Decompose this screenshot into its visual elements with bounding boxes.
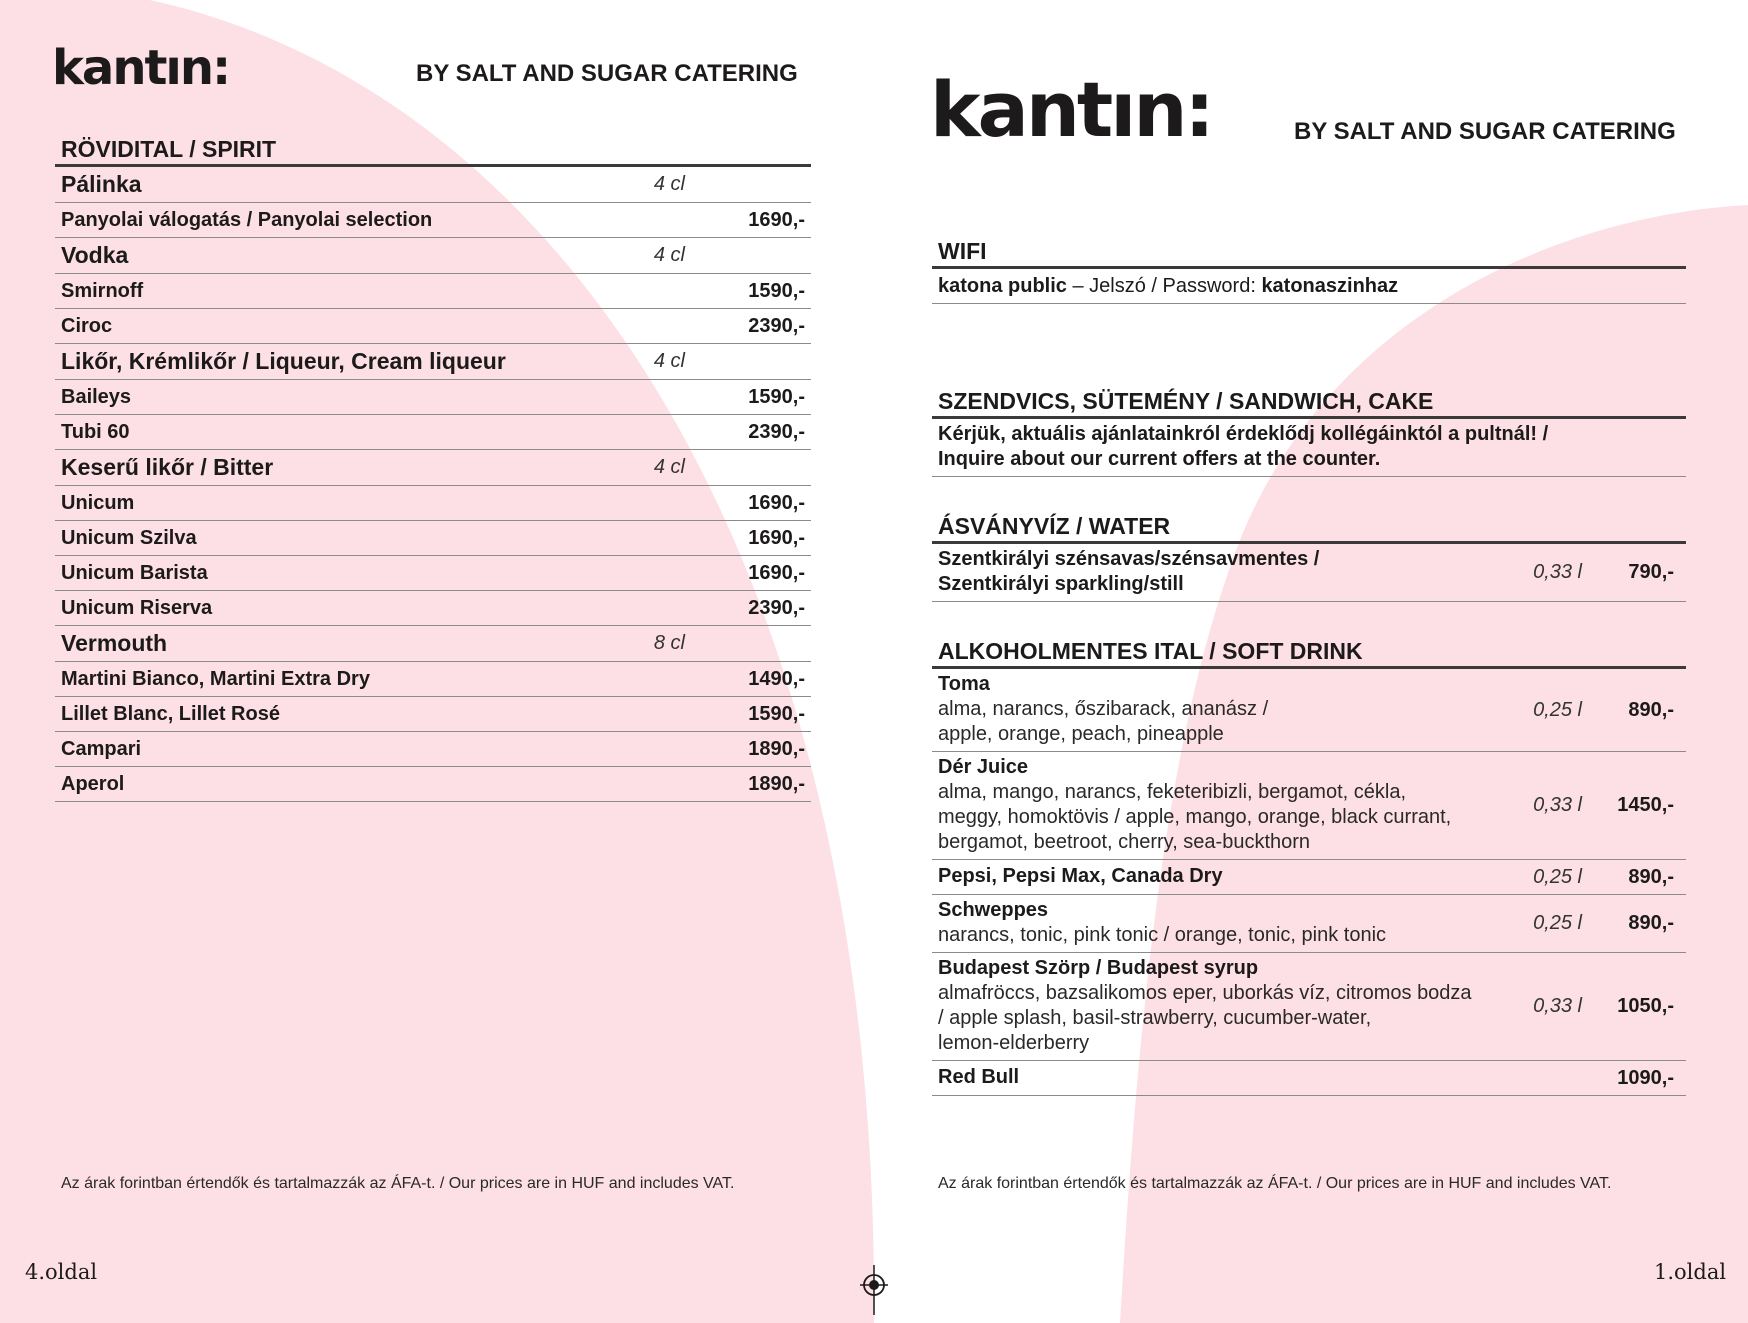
item-price: 1690,- bbox=[748, 491, 805, 514]
item-price: 890,- bbox=[1628, 698, 1674, 721]
registration-mark-icon bbox=[858, 1265, 890, 1315]
item-name: Toma bbox=[938, 673, 990, 695]
item-description: meggy, homoktövis / apple, mango, orange, black currant, bbox=[938, 806, 1452, 828]
item-name: Baileys bbox=[61, 385, 132, 408]
item-name: Budapest Szörp / Budapest syrup bbox=[938, 957, 1259, 979]
wifi-separator: – Jelszó / Password: bbox=[1066, 274, 1262, 297]
item-unit: 0,33 l bbox=[1533, 561, 1582, 583]
section-title-wifi: WIFI bbox=[932, 236, 1686, 269]
item-unit: 0,25 l bbox=[1533, 698, 1582, 721]
item-name: Unicum bbox=[61, 491, 135, 514]
soft-drink-row bbox=[932, 752, 1686, 860]
item-name: Campari bbox=[61, 737, 142, 760]
item-description: almafröccs, bazsalikomos eper, uborkás víz, citromos bodza bbox=[938, 982, 1472, 1004]
section-title-sandwich: SZENDVICS, SÜTEMÉNY / SANDWICH, CAKE bbox=[932, 386, 1686, 419]
item-price: 2390,- bbox=[748, 420, 805, 443]
catering-byline: BY SALT AND SUGAR CATERING bbox=[1294, 118, 1676, 145]
menu-item-row bbox=[55, 556, 811, 591]
item-body bbox=[938, 895, 1472, 952]
item-price: 1890,- bbox=[748, 772, 805, 795]
item-price: 890,- bbox=[1628, 865, 1674, 888]
group-name: Vodka bbox=[61, 242, 129, 268]
menu-item-row bbox=[55, 662, 811, 697]
menu-item-row bbox=[55, 309, 811, 344]
group-unit: 4 cl bbox=[653, 350, 685, 372]
right-menu bbox=[932, 236, 1686, 1116]
item-price: 790,- bbox=[1628, 561, 1674, 583]
right-page bbox=[874, 0, 1748, 1323]
item-description: lemon-elderberry bbox=[938, 1032, 1090, 1054]
catering-byline: BY SALT AND SUGAR CATERING bbox=[416, 60, 798, 87]
soft-drink-row bbox=[932, 1061, 1686, 1096]
group-unit: 4 cl bbox=[653, 244, 685, 266]
item-unit: 0,25 l bbox=[1533, 865, 1582, 888]
item-name: Martini Bianco, Martini Extra Dry bbox=[61, 667, 370, 690]
vat-note: Az árak forintban értendők és tartalmazzák az ÁFA-t. / Our prices are in HUF and includes VAT. bbox=[938, 1175, 1612, 1192]
soft-drink-row bbox=[932, 953, 1686, 1061]
item-description: alma, mango, narancs, feketeribizli, bergamot, cékla, bbox=[938, 781, 1406, 803]
group-name: Vermouth bbox=[61, 630, 168, 656]
item-name: Ciroc bbox=[61, 314, 113, 337]
group-header bbox=[55, 450, 811, 486]
water-section bbox=[932, 511, 1686, 602]
group-name: Keserű likőr / Bitter bbox=[61, 454, 274, 480]
item-price: 1590,- bbox=[748, 385, 805, 408]
item-price: 1090,- bbox=[1617, 1066, 1674, 1089]
item-price: 890,- bbox=[1628, 912, 1674, 934]
spirit-list bbox=[55, 167, 811, 802]
item-name: Szentkirályi szénsavas/szénsavmentes / bbox=[938, 548, 1320, 570]
kantin-logo: kantın: bbox=[52, 40, 230, 96]
item-price: 1890,- bbox=[748, 737, 805, 760]
item-description: alma, narancs, őszibarack, ananász / bbox=[938, 698, 1269, 720]
menu-item-row bbox=[55, 697, 811, 732]
item-name: Red Bull bbox=[938, 1066, 1020, 1088]
item-price: 1590,- bbox=[748, 279, 805, 302]
group-unit: 4 cl bbox=[653, 173, 685, 195]
item-unit: 0,33 l bbox=[1533, 794, 1582, 816]
item-description: / apple splash, basil-strawberry, cucumber-water, bbox=[938, 1007, 1372, 1029]
item-body bbox=[938, 752, 1472, 859]
sandwich-row bbox=[932, 419, 1686, 477]
menu-item-row bbox=[55, 380, 811, 415]
item-price: 1050,- bbox=[1617, 995, 1674, 1017]
kantin-logo: kantın: bbox=[930, 65, 1212, 154]
section-title-water: ÁSVÁNYVÍZ / WATER bbox=[932, 511, 1686, 544]
item-name: Dér Juice bbox=[938, 756, 1029, 778]
item-price: 1590,- bbox=[748, 702, 805, 725]
item-name: Panyolai válogatás / Panyolai selection bbox=[61, 208, 433, 231]
group-header bbox=[55, 344, 811, 380]
soft-drink-list bbox=[932, 669, 1686, 1096]
menu-item-row bbox=[55, 203, 811, 238]
vat-note: Az árak forintban értendők és tartalmazzák az ÁFA-t. / Our prices are in HUF and includes VAT. bbox=[61, 1175, 735, 1192]
item-description: narancs, tonic, pink tonic / orange, tonic, pink tonic bbox=[938, 924, 1387, 946]
group-name: Likőr, Krémlikőr / Liqueur, Cream liqueur bbox=[61, 348, 506, 374]
item-name-line2: Szentkirályi sparkling/still bbox=[938, 573, 1184, 595]
soft-drink-section bbox=[932, 636, 1686, 1096]
soft-drink-row bbox=[932, 860, 1686, 895]
page-number: 1.oldal bbox=[1654, 1260, 1727, 1284]
menu-item-row bbox=[55, 486, 811, 521]
wifi-network: katona public bbox=[938, 274, 1067, 297]
group-unit: 4 cl bbox=[653, 456, 685, 478]
item-name: Schweppes bbox=[938, 899, 1049, 921]
item-price: 2390,- bbox=[748, 596, 805, 619]
item-price: 1690,- bbox=[748, 561, 805, 584]
item-name: Unicum Barista bbox=[61, 561, 208, 584]
sandwich-text-line1: Kérjük, aktuális ajánlatainkról érdeklődj kollégáinktól a pultnál! / bbox=[938, 423, 1549, 445]
item-name: Unicum Szilva bbox=[61, 526, 197, 549]
item-name: Pepsi, Pepsi Max, Canada Dry bbox=[938, 865, 1223, 887]
item-price: 1490,- bbox=[748, 667, 805, 690]
item-name: Aperol bbox=[61, 772, 125, 795]
item-unit: 0,33 l bbox=[1533, 995, 1582, 1017]
item-body bbox=[938, 953, 1472, 1060]
water-row bbox=[932, 544, 1686, 602]
sandwich-text-line2: Inquire about our current offers at the counter. bbox=[938, 448, 1381, 470]
group-name: Pálinka bbox=[61, 171, 142, 197]
group-header bbox=[55, 167, 811, 203]
spirit-menu bbox=[55, 134, 811, 802]
section-title-spirit: RÖVIDITAL / SPIRIT bbox=[55, 134, 811, 167]
sandwich-section bbox=[932, 386, 1686, 477]
item-body bbox=[938, 669, 1472, 751]
wifi-section bbox=[932, 236, 1686, 304]
item-description: apple, orange, peach, pineapple bbox=[938, 723, 1224, 745]
wifi-password: katonaszinhaz bbox=[1261, 274, 1399, 297]
item-unit: 0,25 l bbox=[1533, 912, 1582, 934]
item-name: Tubi 60 bbox=[61, 420, 130, 443]
soft-drink-row bbox=[932, 895, 1686, 953]
item-body bbox=[938, 861, 1472, 893]
menu-item-row bbox=[55, 591, 811, 626]
item-price: 1450,- bbox=[1617, 794, 1674, 816]
soft-drink-row bbox=[932, 669, 1686, 752]
item-name: Unicum Riserva bbox=[61, 596, 213, 619]
item-name: Smirnoff bbox=[61, 279, 144, 302]
section-title-soft-drink: ALKOHOLMENTES ITAL / SOFT DRINK bbox=[932, 636, 1686, 669]
menu-item-row bbox=[55, 521, 811, 556]
wifi-row bbox=[932, 269, 1686, 304]
group-header bbox=[55, 626, 811, 662]
group-unit: 8 cl bbox=[653, 632, 685, 654]
item-price: 2390,- bbox=[748, 314, 805, 337]
menu-item-row bbox=[55, 732, 811, 767]
menu-item-row bbox=[55, 767, 811, 802]
menu-item-row bbox=[55, 415, 811, 450]
menu-item-row bbox=[55, 274, 811, 309]
item-description: bergamot, beetroot, cherry, sea-buckthorn bbox=[938, 831, 1311, 853]
page-number: 4.oldal bbox=[25, 1260, 98, 1284]
item-price: 1690,- bbox=[748, 526, 805, 549]
item-body bbox=[938, 1062, 1472, 1094]
item-name: Lillet Blanc, Lillet Rosé bbox=[61, 702, 280, 725]
group-header bbox=[55, 238, 811, 274]
item-price: 1690,- bbox=[748, 208, 805, 231]
